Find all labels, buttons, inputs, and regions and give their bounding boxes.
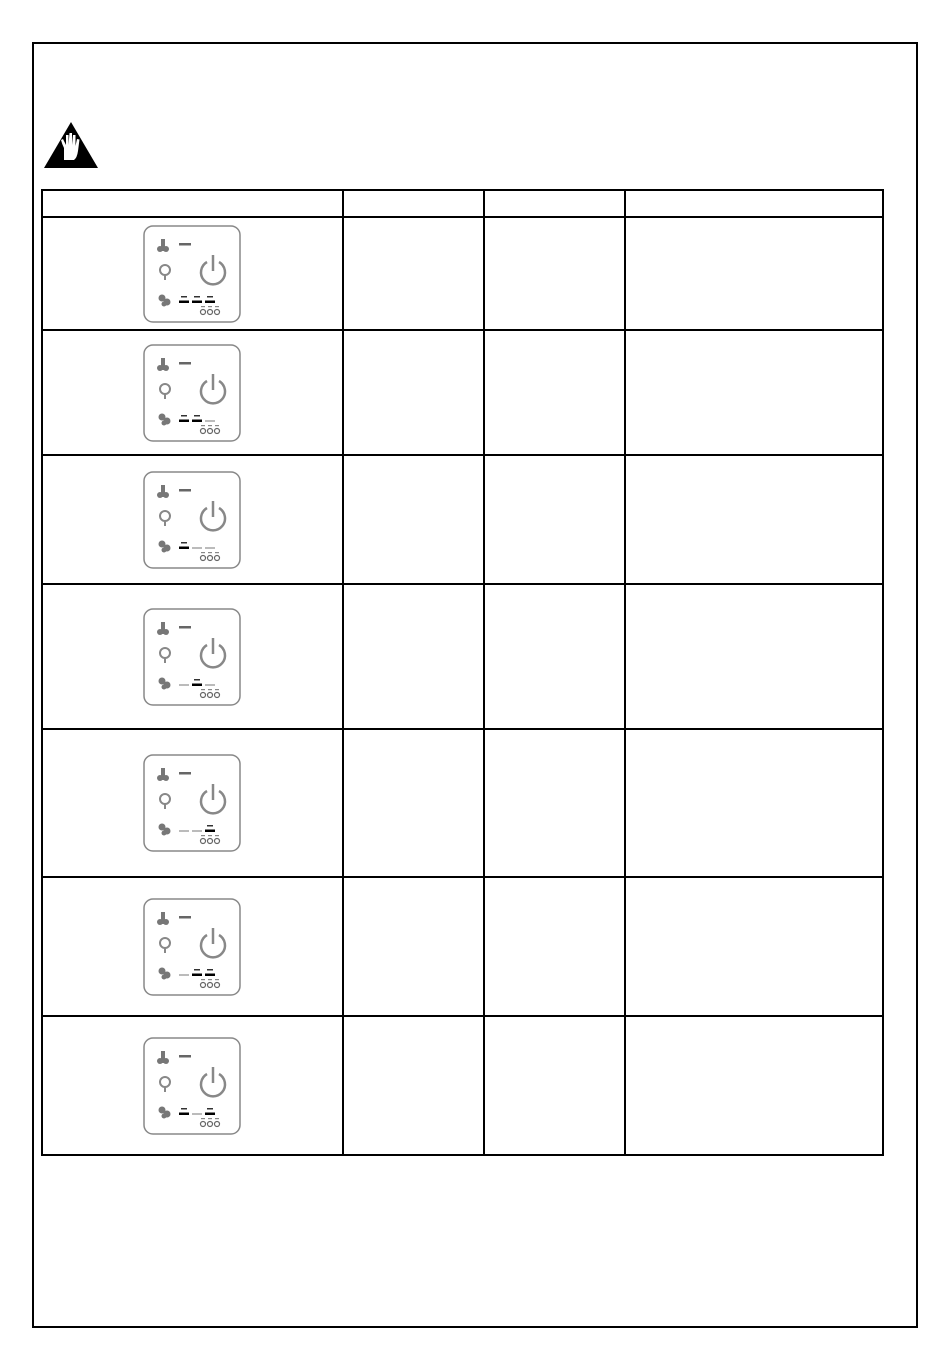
table-row	[42, 217, 883, 330]
table-row	[42, 729, 883, 877]
panel-cell	[42, 877, 343, 1016]
fan-speed-segment	[179, 831, 189, 832]
speed-led-indicator	[181, 296, 187, 298]
speed-led-indicator	[181, 1108, 187, 1110]
fan-speed-segment	[192, 831, 202, 832]
description-cell	[343, 877, 484, 1016]
control-panel-illustration	[143, 344, 241, 442]
speed-led-indicator	[207, 1108, 213, 1110]
fan-speed-segment	[205, 1112, 215, 1115]
header-cell-3	[484, 190, 625, 217]
speed-led-indicator	[194, 679, 200, 681]
hand-stop-warning-icon	[42, 120, 100, 170]
table-row	[42, 877, 883, 1016]
table-row	[42, 330, 883, 455]
speed-led-indicator	[207, 969, 213, 971]
header-cell-2	[343, 190, 484, 217]
panel-cell	[42, 1016, 343, 1155]
speed-led-indicator	[181, 415, 187, 417]
description-cell	[625, 729, 883, 877]
table-row	[42, 1016, 883, 1155]
description-cell	[484, 584, 625, 729]
description-cell	[625, 1016, 883, 1155]
panel-cell	[42, 729, 343, 877]
header-cell-panel	[42, 190, 343, 217]
speed-led-indicator	[194, 969, 200, 971]
fan-speed-segment	[179, 546, 189, 549]
speed-led-indicator	[207, 825, 213, 827]
description-cell	[484, 729, 625, 877]
description-cell	[625, 455, 883, 584]
description-cell	[484, 455, 625, 584]
control-panel-illustration	[143, 225, 241, 323]
control-panel-illustration	[143, 608, 241, 706]
fan-speed-segment	[179, 419, 189, 422]
description-cell	[343, 455, 484, 584]
description-cell	[484, 330, 625, 455]
description-cell	[625, 330, 883, 455]
description-cell	[484, 217, 625, 330]
fan-speed-segment	[179, 300, 189, 303]
fan-speed-segment	[205, 547, 215, 548]
panel-cell	[42, 584, 343, 729]
table-row	[42, 455, 883, 584]
fan-speed-segment	[205, 300, 215, 303]
fan-speed-segment	[179, 684, 189, 685]
speed-led-indicator	[181, 542, 187, 544]
speed-led-indicator	[194, 296, 200, 298]
table-header-row	[42, 190, 883, 217]
fan-speed-segment	[192, 419, 202, 422]
fan-speed-segment	[192, 1113, 202, 1114]
description-cell	[343, 330, 484, 455]
description-cell	[343, 1016, 484, 1155]
description-cell	[625, 584, 883, 729]
description-cell	[343, 584, 484, 729]
speed-led-indicator	[194, 415, 200, 417]
speed-led-indicator	[207, 296, 213, 298]
description-cell	[343, 217, 484, 330]
description-cell	[625, 217, 883, 330]
fan-speed-segment	[192, 300, 202, 303]
header-cell-4	[625, 190, 883, 217]
fan-speed-segment	[205, 684, 215, 685]
control-panel-illustration	[143, 754, 241, 852]
fan-speed-segment	[192, 973, 202, 976]
fan-speed-segment	[205, 420, 215, 421]
fan-speed-segment	[179, 1112, 189, 1115]
table-row	[42, 584, 883, 729]
description-cell	[484, 877, 625, 1016]
description-cell	[625, 877, 883, 1016]
description-cell	[484, 1016, 625, 1155]
fan-speed-segment	[192, 683, 202, 686]
led-status-table	[41, 189, 884, 1156]
control-panel-illustration	[143, 898, 241, 996]
control-panel-illustration	[143, 1037, 241, 1135]
panel-cell	[42, 217, 343, 330]
panel-cell	[42, 455, 343, 584]
fan-speed-segment	[192, 547, 202, 548]
fan-speed-segment	[205, 973, 215, 976]
control-panel-illustration	[143, 471, 241, 569]
description-cell	[343, 729, 484, 877]
fan-speed-segment	[205, 830, 215, 833]
fan-speed-segment	[179, 974, 189, 975]
panel-cell	[42, 330, 343, 455]
